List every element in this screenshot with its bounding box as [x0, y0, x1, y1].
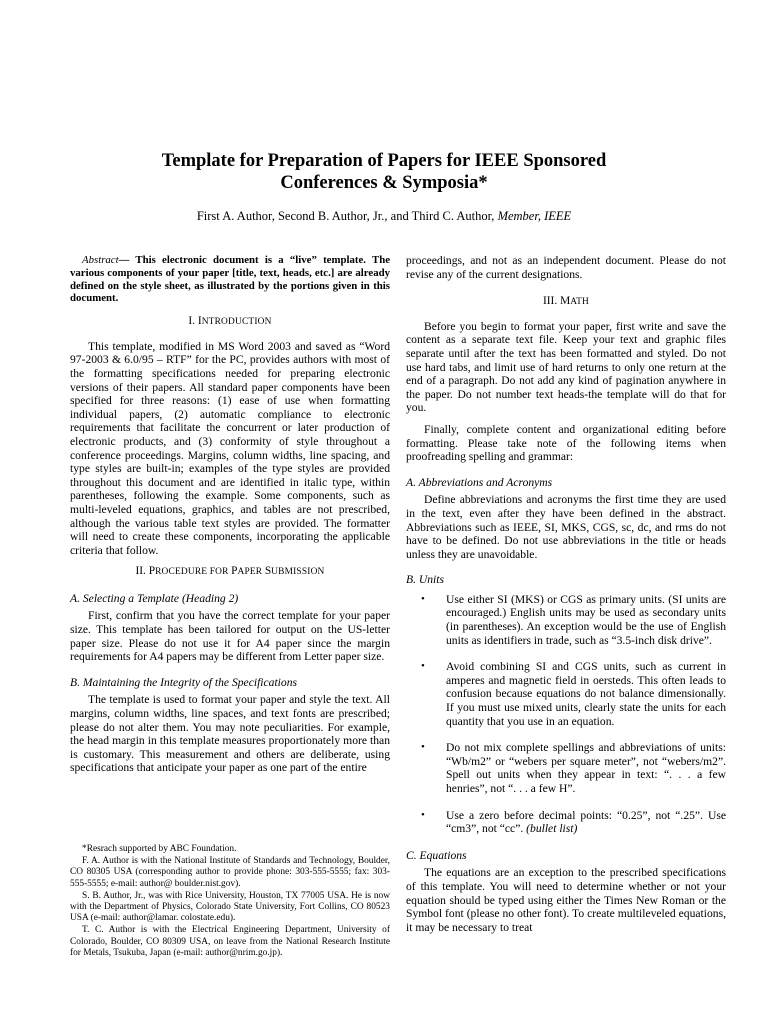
- section-title-initial: S: [264, 565, 272, 578]
- subsection-heading-selecting-template: A. Selecting a Template (Heading 2): [70, 591, 239, 605]
- list-item: [406, 593, 726, 647]
- subsection-heading-integrity: B. Maintaining the Integrity of the Specifications: [70, 675, 298, 689]
- section-heading-procedure: [70, 565, 390, 580]
- section-number: I.: [188, 315, 196, 328]
- title-line-2: Conferences & Symposia*: [280, 173, 488, 193]
- abstract-text: This electronic document is a “live” template. The various components of your paper [title, text, heads, etc.] are already defined on the style sheet, as illustrated by the portions given in this document.: [70, 254, 390, 305]
- equations-paragraph: The equations are an exception to the prescribed specifications of this template. You will need to determine whether or not your equation should be typed using either the Times New Roman or the Symbol font (please no other font). To create multileveled equations, it may be necessary to treat: [406, 866, 726, 934]
- section-title-initial: P: [148, 565, 156, 578]
- continuation-paragraph: proceedings, and not as an independent document. Please do not revise any of the current designations.: [406, 254, 726, 281]
- abstract-dash: —: [118, 254, 136, 266]
- footnote-author-2: S. B. Author, Jr., was with Rice University, Houston, TX 77005 USA. He is now with the Department of Physics, Colorado State University, Fort Collins, CO 80523 USA (e-mail: author@lamar. colostate.edu).: [70, 890, 390, 924]
- bullet-text: Do not mix complete spellings and abbreviations of units: “Wb/m2” or “webers per square meter”, not “webers/m2”. Spell out units when they appear in text: “. . . a few henries”, not “. . . a few H”.: [446, 741, 726, 795]
- section-title-initial: I: [197, 315, 202, 328]
- author-affiliation: Member, IEEE: [497, 209, 572, 223]
- author-line: [40, 208, 728, 224]
- section-heading-introduction: [70, 315, 390, 330]
- bullet-text: Avoid combining SI and CGS units, such as current in amperes and magnetic field in oersteds. This often leads to confusion because equations do not balance dimensionally. If you must use mixed units, clearly state the units for each quantity that you use in an equation.: [446, 660, 726, 728]
- section-title-initial: P: [231, 565, 238, 578]
- section-number: II.: [135, 565, 146, 578]
- list-item: [406, 660, 726, 728]
- footnote-author-1: F. A. Author is with the National Institute of Standards and Technology, Boulder, CO 80305 USA (corresponding author to provide phone: 303-555-5555; fax: 303-555-5555; e-mail: author@ boulder.nist.gov).: [70, 856, 390, 889]
- section-title-part: APER: [237, 567, 265, 578]
- abstract: [70, 254, 390, 305]
- bullet-list-tag: (bullet list): [526, 822, 578, 836]
- bullet-icon: •: [421, 660, 425, 673]
- footnotes: [70, 844, 390, 960]
- subsection-heading-equations: C. Equations: [406, 848, 467, 862]
- section-number: III.: [542, 295, 558, 308]
- bullet-text: Use either SI (MKS) or CGS as primary units. (SI units are encouraged.) English units may be used as secondary units (in parentheses). An exception would be the use of English units as identifiers in trade, such as “3.5-inch disk drive”.: [446, 592, 726, 647]
- paper-title: [60, 150, 708, 194]
- list-item: [406, 809, 726, 836]
- bullet-icon: •: [421, 808, 425, 821]
- math-paragraph-1: Before you begin to format your paper, first write and save the content as a separate text file. Keep your text and graphic files separate until after the text has been formatted and styled. Do not use hard tabs, and limit use of hard returns to only one return at the end of a paragraph. Do not add any kind of pagination anywhere in the paper. Do not number text heads-the template will do that for you.: [406, 319, 726, 415]
- subsection-heading-units: B. Units: [406, 573, 445, 587]
- math-paragraph-2: Finally, complete content and organizational editing before formatting. Please take note of the following items when proofreading spelling and grammar:: [406, 422, 726, 464]
- selecting-template-paragraph: First, confirm that you have the correct template for your paper size. This template has been tailored for output on the US-letter paper size. Please do not use it for A4 paper since the margin requirements for A4 papers may be different from Letter paper size.: [70, 609, 390, 664]
- right-column: [406, 254, 726, 942]
- section-title-initial: M: [560, 295, 571, 308]
- abstract-label: Abstract: [82, 254, 119, 266]
- title-line-1: Template for Preparation of Papers for IEEE Sponsored: [161, 151, 607, 171]
- bullet-icon: •: [421, 741, 425, 754]
- left-column: [70, 254, 390, 783]
- abbreviations-paragraph: Define abbreviations and acronyms the first time they are used in the text, even after they have been defined in the abstract. Abbreviations such as IEEE, SI, MKS, CGS, sc, dc, and rms do not have to be defined. Do not use abbreviations in the title or heads unless they are unavoidable.: [406, 493, 726, 561]
- bullet-text: Use a zero before decimal points: “0.25”, not “.25”. Use “cm3”, not “cc”.: [446, 808, 726, 836]
- section-title-part: UBMISSION: [271, 567, 325, 578]
- section-heading-math: [406, 295, 726, 310]
- list-item: [406, 741, 726, 795]
- section-title-rest: ATH: [570, 297, 590, 308]
- integrity-paragraph: The template is used to format your paper and style the text. All margins, column widths, line spaces, and text fonts are prescribed; please do not alter them. You may note peculiarities. For example, the head margin in this template measures proportionately more than is customary. This measurement and others are deliberate, using specifications that anticipate your paper as one part of the entire: [70, 693, 390, 775]
- bullet-icon: •: [421, 592, 425, 605]
- footnote-author-3: T. C. Author is with the Electrical Engineering Department, University of Colorado, Boulder, CO 80309 USA, on leave from the National Research Institute for Metals, Tsukuba, Japan (e-mail: author@nrim.go.jp).: [70, 925, 390, 958]
- footnote-funding: *Resrach supported by ABC Foundation.: [82, 844, 237, 854]
- section-title-part: ROCEDURE FOR: [155, 567, 232, 578]
- intro-paragraph: This template, modified in MS Word 2003 and saved as “Word 97-2003 & 6.0/95 – RTF” for the PC, provides authors with most of the formatting specifications needed for preparing electronic versions of their papers. All standard paper components have been specified for three reasons: (1) ease of use when formatting individual papers, (2) automatic compliance to electronic requirements that facilitate the concurrent or later production of electronic products, and (3) conformity of style throughout a conference proceedings. Margins, column widths, line spacing, and type styles are built-in; examples of the type styles are provided throughout this document and are identified in italic type, within parentheses, following the example. Some components, such as multi-leveled equations, graphics, and tables are not prescribed, although the various table text styles are provided. The formatter will need to create these components, incorporating the applicable criteria that follow.: [70, 339, 390, 557]
- author-names: First A. Author, Second B. Author, Jr., and Third C. Author,: [196, 209, 495, 223]
- units-bullet-list: [406, 593, 726, 836]
- subsection-heading-abbreviations: A. Abbreviations and Acronyms: [406, 475, 553, 489]
- section-title-rest: NTRODUCTION: [201, 317, 272, 328]
